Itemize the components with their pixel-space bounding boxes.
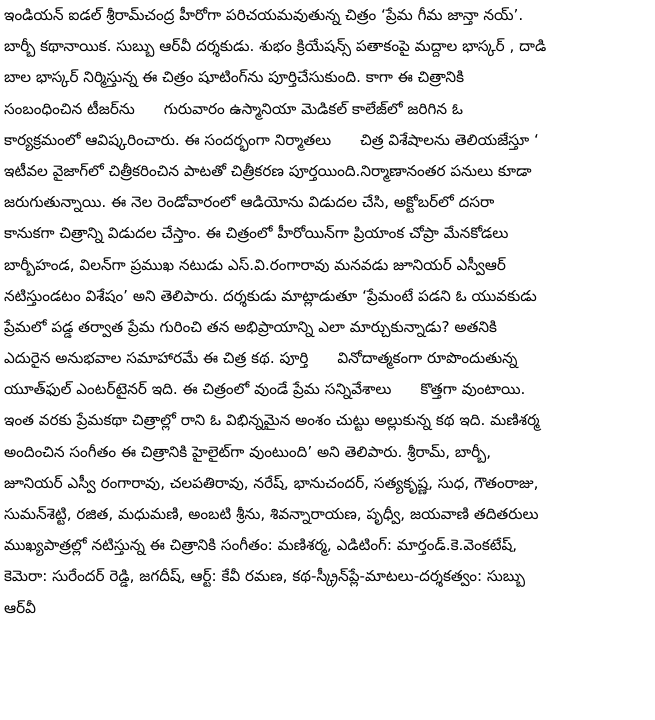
article-line: ఆర్‌వీ <box>4 598 36 617</box>
article-line: కానుకగా చిత్రాన్ని విడుదల చేస్తాం. ఈ చిత్రంలో హీరోయిన్‌గా ప్రియాంక చోప్రా మేనకోడలు <box>4 224 509 243</box>
article-line: యూత్‌ఫుల్ ఎంటర్‌టైనర్ ఇది. ఈ చిత్రంలో వుండే ప్రేమ సన్నివేశాలు కొత్తగా వుంటాయి. <box>4 380 526 399</box>
article-line: కార్యక్రమంలో ఆవిష్కరించారు. ఈ సందర్భంగా నిర్మాతలు చిత్ర విశేషాలను తెలియజేస్తూ ‘ <box>4 130 539 149</box>
article-line: బాల భాస్కర్ నిర్మిస్తున్న ఈ చిత్రం షూటింగ్‌ను పూర్తిచేసుకుంది. కాగా ఈ చిత్రానికి <box>4 68 465 87</box>
article-body <box>4 0 652 720</box>
article-line: జూనియర్ ఎస్వీ రంగారావు, చలపతిరావు, నరేష్, భానుచందర్, సత్యకృష్ణ, సుధ, గౌతంరాజు, <box>4 473 539 492</box>
article-line: ఎదురైన అనుభవాల సమాహారమే ఈ చిత్ర కథ. పూర్తి వినోదాత్మకంగా రూపొందుతున్న <box>4 349 518 368</box>
article-line: సంబంధించిన టీజర్‌ను గురువారం ఉస్మానియా మెడికల్ కాలేజ్‌లో జరిగిన ఓ <box>4 99 463 118</box>
article-line: బార్బీహండ, విలన్‌గా ప్రముఖ నటుడు ఎస్.వి.రంగారావు మనవడు జూనియర్ ఎస్వీఆర్ <box>4 255 506 274</box>
article-line: ఇటీవల వైజాగ్‌లో చిత్రీకరించిన పాటతో చిత్రీకరణ పూర్తయింది.నిర్మాణానంతర పనులు కూడా <box>4 161 532 180</box>
article-line: ఇంత వరకు ప్రేమకథా చిత్రాల్లో రాని ఓ విభిన్నమైన అంశం చుట్టు అల్లుకున్న కథ ఇది. మణిశర్మ <box>4 411 540 430</box>
article-line: నటిస్తుండటం విశేషం’ అని తెలిపారు. దర్శకుడు మాట్లాడుతూ ‘ప్రేమంటే పడని ఓ యువకుడు <box>4 286 537 305</box>
article-line: అందించిన సంగీతం ఈ చిత్రానికి హైలైట్‌గా వుంటుంది’ అని తెలిపారు. శ్రీరామ్, బార్బీ, <box>4 442 492 461</box>
article-line: ముఖ్యపాత్రల్లో నటిస్తున్న ఈ చిత్రానికి సంగీతం: మణిశర్మ, ఎడిటింగ్: మార్తండ్.కె.వెంకటేష్, <box>4 536 518 555</box>
article-line: ఇండియన్ ఐడల్ శ్రీరామ్‌చంద్ర హీరోగా పరిచయమవుతున్న చిత్రం ‘ప్రేమ గీమ జాన్తా నయ్’. <box>4 6 524 24</box>
article-line: కెమెరా: సురేందర్ రెడ్డి, జగదీష్, ఆర్ట్: కేవీ రమణ, కథ-స్క్రీన్‌ప్లే-మాటలు-దర్శకత్వం: సుబ్బు <box>4 567 526 586</box>
article-line: సుమన్‌శెట్టి, రజిత, మధుమణి, అంబటి శ్రీను, శివన్నారాయణ, పృధ్వీ, జయవాణి తదితరులు <box>4 505 539 523</box>
article-line: జరుగుతున్నాయి. ఈ నెల రెండోవారంలో ఆడియోను విడుదల చేసి, అక్టోబర్‌లో దసరా <box>4 193 495 212</box>
article-line: ప్రేమలో పడ్డ తర్వాత ప్రేమ గురించి తన అభిప్రాయాన్ని ఎలా మార్చుకున్నాడు? అతనికి <box>4 317 497 336</box>
article-line: బార్బీ కథానాయిక. సుబ్బు ఆర్‌వీ దర్శకుడు. శుభం క్రియేషన్స్ పతాకంపై మద్దాల భాస్కర్ , దాడి <box>4 37 547 56</box>
